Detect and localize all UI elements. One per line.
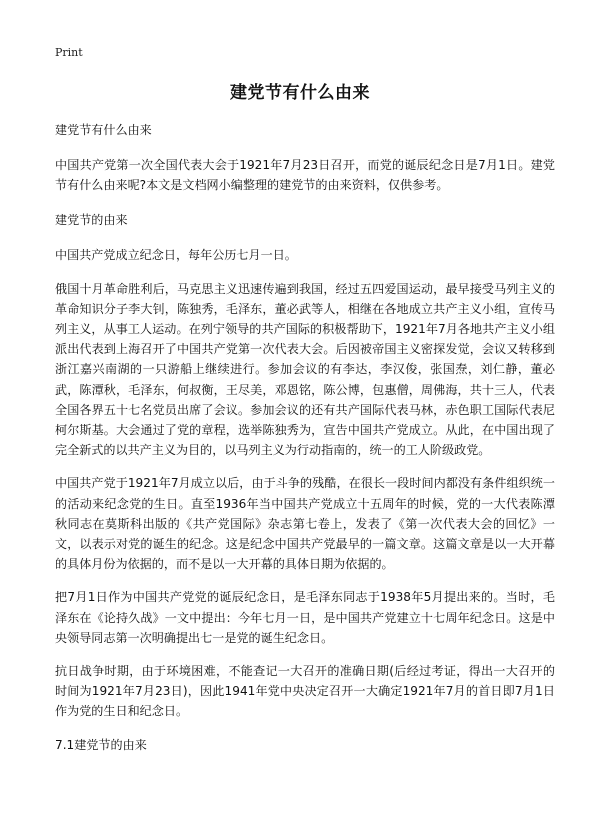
paragraph-intro: 中国共产党第一次全国代表大会于1921年7月23日召开，而党的诞辰纪念日是7月1日。建党节有什么由来呢?本文是文档网小编整理的建党节的由来资料，仅供参考。 [55,158,555,193]
section-heading: 7.1建党节的由来 [55,737,147,752]
section-heading: 建党节有什么由来 [55,123,152,137]
paragraph-history: 俄国十月革命胜利后，马克思主义迅速传遍到我国，经过五四爱国运动，最早接受马列主义的革命知识分子李大钊，陈独秀，毛泽东，董必武等人，相继在各地成立共产主义小组，宣传马列主义，从事工人运动。在列宁领导的共产国际的积极帮助下，1921年7月各地共产主义小组派出代表到上海召开了中国共产党第一次代表大会。后因被帝国主义密探发觉，会议又转移到浙江嘉兴南湖的一只游船上继续进行。参加会议的有李达，李汉俊，张国焘，刘仁静，董必武，陈潭秋，毛泽东，何叔衡，王尽美，邓恩铭，陈公博，包惠僧，周佛海，共十三人，代表全国各界五十七名党员出席了会议。参加会议的还有共产国际代表马林，赤色职工国际代表尼柯尔斯基。大会通过了党的章程，选举陈独秀为，宣告中国共产党成立。从此，在中国出现了完全新式的以共产主义为目的，以马列主义为行动指南的，统一的工人阶级政党。 [55,281,555,458]
paragraph-mao: 把7月1日作为中国共产党党的诞辰纪念日，是毛泽东同志于1938年5月提出来的。当时，毛泽东在《论持久战》一文中提出：今年七月一日，是中国共产党建立十七周年纪念日。这是中央领导同志第一次明确提出七一是党的诞生纪念日。 [55,590,555,645]
paragraph-commemoration: 中国共产党于1921年7月成立以后，由于斗争的残酷，在很长一段时间内都没有条件组织统一的活动来纪念党的生日。直至1936年当中国共产党成立十五周年的时候，党的一大代表陈潭秋同志在莫斯科出版的《共产党国际》杂志第七卷上，发表了《第一次代表大会的回忆》一文，以表示对党的诞生的纪念。这是纪念中国共产党最早的一篇文章。这篇文章是以一大开幕的具体月份为依据的，而不是以一大开幕的具体日期为依据的。 [55,476,555,572]
paragraph-anniversary: 中国共产党成立纪念日，每年公历七月一日。 [55,248,297,263]
page-title: 建党节有什么由来 [230,83,370,103]
paragraph-war-period: 抗日战争时期，由于环境困难，不能查记一大召开的准确日期(后经过考证，得出一大召开的时间为1921年7月23日)，因此1941年党中央决定召开一大确定1921年7月的首日即7月1日作为党的生日和纪念日。 [55,664,555,719]
section-heading: 建党节的由来 [55,213,128,228]
print-label[interactable]: Print [55,46,83,59]
document-body [55,120,555,770]
